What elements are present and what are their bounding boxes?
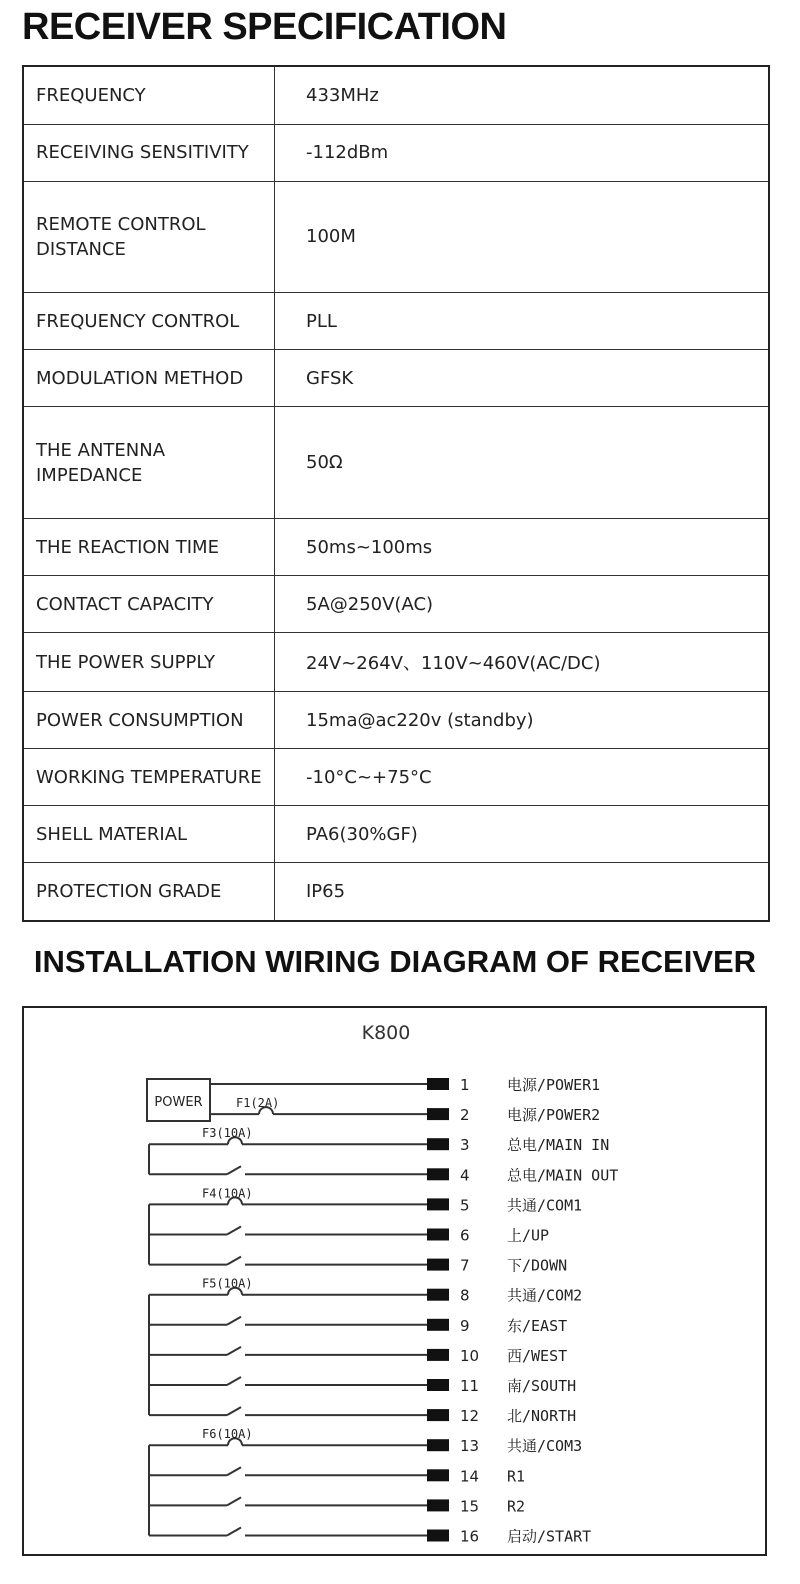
- terminal-block: [427, 1168, 449, 1180]
- terminal-block: [427, 1259, 449, 1271]
- spec-value: IP65: [275, 863, 770, 921]
- terminal-block: [427, 1439, 449, 1451]
- model-label: K800: [361, 1022, 411, 1044]
- spec-row: [23, 576, 769, 633]
- terminal-label: R2: [507, 1497, 526, 1516]
- terminal-number: 13: [460, 1437, 480, 1456]
- spec-row: [23, 863, 769, 921]
- terminal-label: 电源/POWER2: [507, 1106, 601, 1125]
- spec-key: WORKING TEMPERATURE: [23, 749, 275, 806]
- spec-key: PROTECTION GRADE: [23, 863, 275, 921]
- spec-value: 50Ω: [275, 407, 770, 519]
- spec-value: PA6(30%GF): [275, 806, 770, 863]
- spec-row: [23, 633, 769, 692]
- terminal-label: 上/UP: [507, 1226, 550, 1245]
- wiring-diagram: [22, 1006, 767, 1556]
- fuse-label: F6(10A): [202, 1427, 253, 1442]
- spec-value: PLL: [275, 293, 770, 350]
- spec-row: [23, 124, 769, 181]
- spec-value: 433MHz: [275, 66, 770, 124]
- spec-row: [23, 66, 769, 124]
- terminal-block: [427, 1379, 449, 1391]
- terminal-label: 共通/COM2: [507, 1286, 583, 1305]
- terminal-label: 共通/COM1: [507, 1196, 583, 1215]
- spec-value: 15ma@ac220v (standby): [275, 692, 770, 749]
- spec-row: [23, 350, 769, 407]
- spec-key: RECEIVING SENSITIVITY: [23, 124, 275, 181]
- spec-key: REMOTE CONTROL DISTANCE: [23, 181, 275, 293]
- terminal-number: 1: [460, 1076, 470, 1094]
- terminal-number: 11: [460, 1377, 480, 1395]
- terminal-label: 总电/MAIN OUT: [507, 1166, 619, 1185]
- terminal-block: [427, 1289, 449, 1301]
- terminal-number: 6: [460, 1226, 470, 1245]
- spec-table: [22, 65, 770, 922]
- terminal-number: 15: [460, 1497, 480, 1516]
- terminal-number: 7: [460, 1256, 470, 1275]
- terminal-block: [427, 1499, 449, 1511]
- terminal-block: [427, 1229, 449, 1241]
- spec-key: THE ANTENNA IMPEDANCE: [23, 407, 275, 519]
- spec-key: CONTACT CAPACITY: [23, 576, 275, 633]
- spec-value: 24V~264V、110V~460V(AC/DC): [275, 633, 770, 692]
- fuse-label: F4(10A): [202, 1186, 253, 1201]
- terminal-label: R1: [507, 1467, 526, 1486]
- terminal-number: 9: [460, 1316, 470, 1335]
- spec-key: THE POWER SUPPLY: [23, 633, 275, 692]
- terminal-label: 总电/MAIN IN: [507, 1136, 610, 1155]
- spec-row: [23, 293, 769, 350]
- spec-key: MODULATION METHOD: [23, 350, 275, 407]
- spec-key: THE REACTION TIME: [23, 519, 275, 576]
- spec-title: RECEIVER SPECIFICATION: [22, 6, 507, 48]
- spec-value: -112dBm: [275, 124, 770, 181]
- terminal-number: 5: [460, 1196, 470, 1215]
- terminal-block: [427, 1409, 449, 1421]
- terminal-block: [427, 1078, 449, 1090]
- spec-row: [23, 692, 769, 749]
- terminal-number: 3: [460, 1136, 470, 1155]
- spec-row: [23, 407, 769, 519]
- spec-key: FREQUENCY CONTROL: [23, 293, 275, 350]
- terminal-label: 下/DOWN: [507, 1256, 568, 1275]
- diagram-title: INSTALLATION WIRING DIAGRAM OF RECEIVER: [33, 944, 757, 979]
- terminal-label: 共通/COM3: [507, 1437, 583, 1456]
- terminal-block: [427, 1138, 449, 1150]
- terminal-label: 南/SOUTH: [507, 1377, 577, 1395]
- terminal-number: 8: [460, 1286, 470, 1305]
- spec-key: POWER CONSUMPTION: [23, 692, 275, 749]
- fuse-label: F1(2A): [236, 1096, 280, 1111]
- terminal-block: [427, 1349, 449, 1361]
- terminal-number: 4: [460, 1166, 470, 1185]
- spec-row: [23, 519, 769, 576]
- spec-key: SHELL MATERIAL: [23, 806, 275, 863]
- terminal-number: 14: [460, 1467, 480, 1486]
- terminal-block: [427, 1319, 449, 1331]
- fuse-label: F3(10A): [202, 1126, 253, 1141]
- terminal-block: [427, 1530, 449, 1542]
- fuse-label: F5(10A): [202, 1276, 253, 1291]
- terminal-number: 10: [460, 1346, 480, 1365]
- terminal-number: 12: [460, 1407, 480, 1426]
- terminal-label: 西/WEST: [507, 1346, 568, 1365]
- terminal-block: [427, 1198, 449, 1210]
- terminal-label: 电源/POWER1: [507, 1076, 601, 1094]
- spec-value: -10°C~+75°C: [275, 749, 770, 806]
- spec-value: 5A@250V(AC): [275, 576, 770, 633]
- terminal-label: 东/EAST: [507, 1316, 568, 1335]
- spec-value: 50ms~100ms: [275, 519, 770, 576]
- spec-key: FREQUENCY: [23, 66, 275, 124]
- spec-row: [23, 749, 769, 806]
- terminal-number: 16: [460, 1527, 480, 1546]
- spec-row: [23, 806, 769, 863]
- power-label: POWER: [154, 1095, 203, 1110]
- spec-value: 100M: [275, 181, 770, 293]
- terminal-label: 启动/START: [507, 1527, 592, 1546]
- spec-row: [23, 181, 769, 293]
- terminal-number: 2: [460, 1106, 470, 1125]
- terminal-block: [427, 1108, 449, 1120]
- spec-value: GFSK: [275, 350, 770, 407]
- terminal-block: [427, 1469, 449, 1481]
- terminal-label: 北/NORTH: [507, 1407, 577, 1426]
- wiring-diagram-svg: [24, 1008, 769, 1558]
